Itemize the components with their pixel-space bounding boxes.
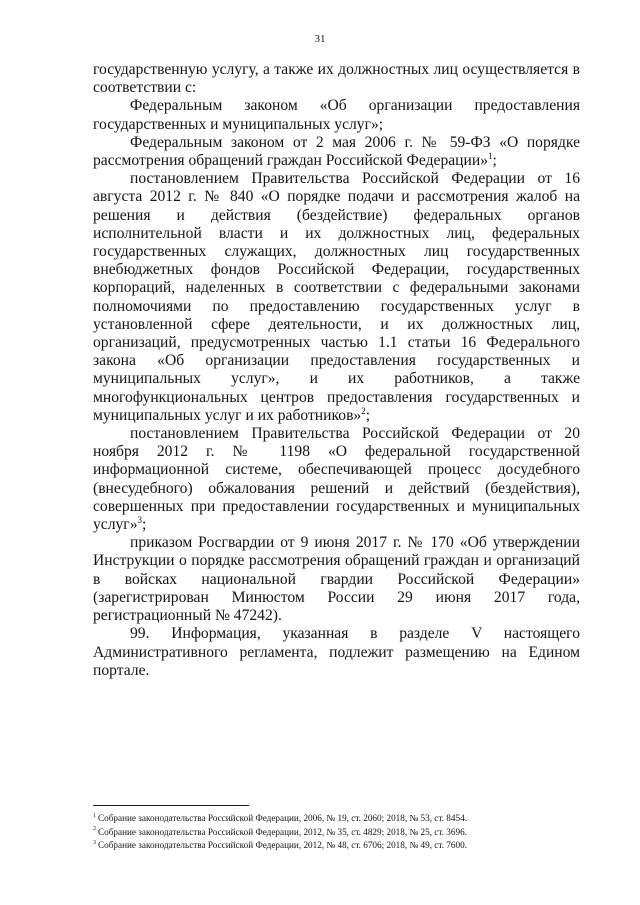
paragraph (93, 534, 580, 625)
paragraph-text: Федеральным законом от 2 мая 2006 г. № 59-ФЗ «О порядке рассмотрения обращений граждан Российской Федерации» (93, 133, 580, 170)
footnote-text: Собрание законодательства Российской Федерации, 2012, № 48, ст. 6706; 2018, № 49, ст. 7600. (98, 840, 467, 850)
paragraph (93, 425, 580, 534)
paragraph-text: приказом Росгвардии от 9 июня 2017 г. № 170 «Об утверждении Инструкции о порядке рассмотрения обращений граждан и организаций в войсках национальной гвардии Российской Федерации» (зарегистрирован Минюстом России 29 июня 2017 года, регистрационный № 47242). (93, 534, 580, 625)
footnote-ref: 3 (137, 514, 142, 525)
paragraph (93, 97, 580, 133)
footnote (93, 839, 583, 853)
paragraph (93, 170, 580, 425)
footnote-ref: 2 (361, 405, 366, 416)
footnote-mark: 3 (93, 839, 96, 846)
paragraph (93, 61, 580, 97)
paragraph-text: постановлением Правительства Российской Федерации от 20 ноября 2012 г. № 1198 «О федеральной государственной информационной системе, обеспечивающей процесс досудебного (внесудебного) обжалования решений и действий (бездействия), совершенных при предоставлении государственных и муниципальных услуг» (93, 425, 580, 534)
paragraph-text: постановлением Правительства Российской Федерации от 16 августа 2012 г. № 840 «О порядке подачи и рассмотрения жалоб на решения и действия (бездействие) федеральных органов исполнительной власти и их должностных лиц, федеральных государственных служащих, должностных лиц государственных внебюджетных фондов Российской Федерации, государственных корпораций, наделенных в соответствии с федеральными законами полномочиями по предоставлению государственных услуг в установленной сфере деятельности, и их должностных лиц, организаций, предусмотренных частью 1.1 статьи 16 Федерального закона «Об организации предоставления государственных и муниципальных услуг», и их работников, а также многофункциональных центров предоставления государственных и муниципальных услуг и их работников» (93, 170, 580, 424)
footnote-separator (93, 805, 249, 806)
footnote-text: Собрание законодательства Российской Федерации, 2012, № 35, ст. 4829; 2018, № 25, ст. 3696. (98, 826, 467, 837)
paragraph (93, 134, 580, 170)
footnote (93, 826, 583, 840)
footnote-ref: 1 (488, 150, 493, 161)
footnote-mark: 2 (93, 826, 96, 833)
paragraph-tail: ; (492, 152, 497, 170)
paragraph-tail: ; (142, 516, 147, 534)
paragraph (93, 625, 580, 680)
footnotes (93, 812, 583, 853)
paragraph-text: Федеральным законом «Об организации предоставления государственных и муниципальных услуг»; (93, 97, 580, 133)
document-body (93, 61, 580, 680)
footnote (93, 812, 583, 826)
paragraph-text: государственную услугу, а также их должностных лиц осуществляется в соответствии с: (93, 61, 580, 97)
footnote-text: Собрание законодательства Российской Федерации, 2006, № 19, ст. 2060; 2018, № 53, ст. 8454. (98, 813, 467, 823)
page-number: 31 (314, 33, 326, 45)
footnote-mark: 1 (93, 812, 96, 819)
paragraph-text: 99. Информация, указанная в разделе V настоящего Административного регламента, подлежит размещению на Едином портале. (93, 625, 580, 679)
paragraph-tail: ; (365, 406, 371, 424)
